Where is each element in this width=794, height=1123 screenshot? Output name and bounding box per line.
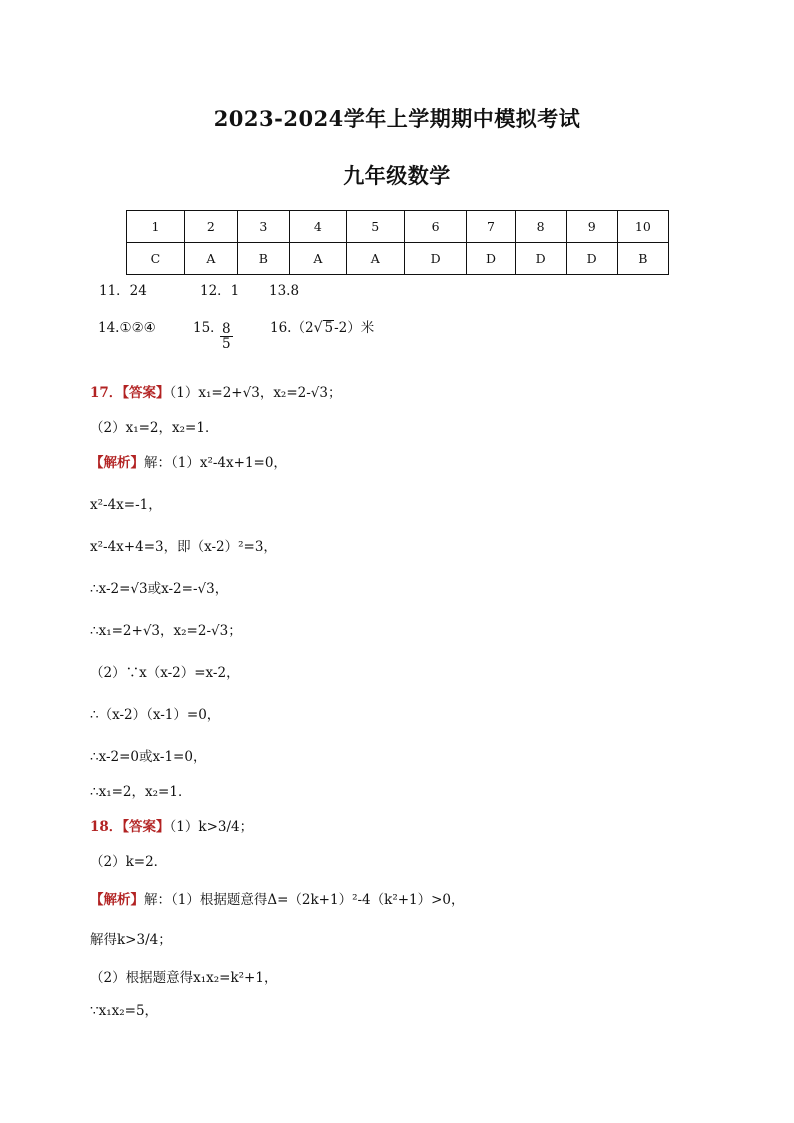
answer-table-number-row	[127, 211, 669, 243]
answer-table	[126, 210, 669, 275]
q17-step: ∴x-2=√3或x-2=-√3，	[90, 581, 229, 597]
answer-14: 14.①②④	[98, 320, 156, 336]
answer-table-answer-row	[127, 243, 669, 275]
table-cell: A	[184, 243, 237, 275]
fraction-numerator: 8	[222, 321, 231, 337]
q18-step: ∵x₁x₂=5，	[90, 1003, 159, 1019]
table-cell: A	[289, 243, 346, 275]
q18-step: （2）根据题意得x₁x₂=k²+1，	[90, 970, 278, 986]
table-cell: 3	[237, 211, 289, 243]
table-cell: 7	[467, 211, 515, 243]
table-cell: D	[467, 243, 515, 275]
table-cell: 9	[566, 211, 617, 243]
q18-analysis-line	[90, 890, 465, 910]
table-cell: 5	[346, 211, 404, 243]
q17-step: ∴x₁=2+√3，x₂=2-√3；	[90, 623, 242, 639]
q17-step: x²-4x=-1，	[90, 497, 162, 513]
q18-analysis-tag: 【解析】	[90, 892, 144, 908]
answer-13: 13.8	[269, 283, 300, 299]
answer-12: 12．1	[200, 283, 240, 299]
table-cell: A	[346, 243, 404, 275]
table-cell: 6	[404, 211, 467, 243]
answer-15-fraction	[219, 322, 234, 351]
table-cell: C	[127, 243, 185, 275]
q18-answer-tag: 【答案】	[122, 819, 170, 835]
q17-answer-tag: 【答案】	[122, 385, 170, 401]
answer-16-prefix: 16.（2	[270, 320, 314, 336]
q18-step: 解得k>3/4；	[90, 932, 172, 948]
answer-16	[270, 318, 374, 338]
q17-analysis-tag: 【解析】	[90, 455, 144, 471]
q17-step: ∴x₁=2，x₂=1．	[90, 784, 192, 800]
sqrt-icon: √	[313, 320, 323, 336]
table-cell: 8	[515, 211, 566, 243]
q18-answer-1: （1）k>3/4；	[169, 819, 254, 835]
q17-answer-1: （1）x₁=2+√3，x₂=2-√3；	[169, 385, 342, 401]
q17-step: ∴x-2=0或x-1=0，	[90, 749, 207, 765]
answer-15-label: 15．	[193, 320, 224, 336]
q18-answer-line	[90, 817, 253, 837]
answer-16-suffix: -2）米	[334, 320, 375, 336]
table-cell: B	[617, 243, 668, 275]
q17-step: ∴（x-2）（x-1）=0，	[90, 707, 221, 723]
table-cell: 2	[184, 211, 237, 243]
q18-label: 18．	[90, 819, 123, 835]
q17-label: 17．	[90, 385, 123, 401]
table-cell: 4	[289, 211, 346, 243]
table-cell: 10	[617, 211, 668, 243]
q18-step: 解：（1）根据题意得Δ=（2k+1）²-4（k²+1）>0，	[144, 892, 465, 908]
q17-analysis-line	[90, 453, 287, 473]
table-cell: D	[515, 243, 566, 275]
q17-step: （2）∵x（x-2）=x-2，	[90, 665, 240, 681]
fraction-denominator: 5	[222, 336, 231, 352]
document-title: 2023-2024学年上学期期中模拟考试	[213, 106, 581, 131]
answer-11: 11．24	[99, 283, 147, 299]
q18-answer-2: （2）k=2．	[90, 854, 168, 870]
document-subtitle: 九年级数学	[343, 163, 451, 188]
q17-answer-2: （2）x₁=2，x₂=1．	[90, 420, 219, 436]
table-cell: 1	[127, 211, 185, 243]
table-cell: B	[237, 243, 289, 275]
table-cell: D	[566, 243, 617, 275]
q17-step: x²-4x+4=3，即（x-2）²=3，	[90, 539, 277, 555]
answer-16-radicand: 5	[324, 320, 334, 336]
table-cell: D	[404, 243, 467, 275]
q17-step: 解：（1）x²-4x+1=0，	[144, 455, 287, 471]
q17-answer-line	[90, 383, 342, 403]
